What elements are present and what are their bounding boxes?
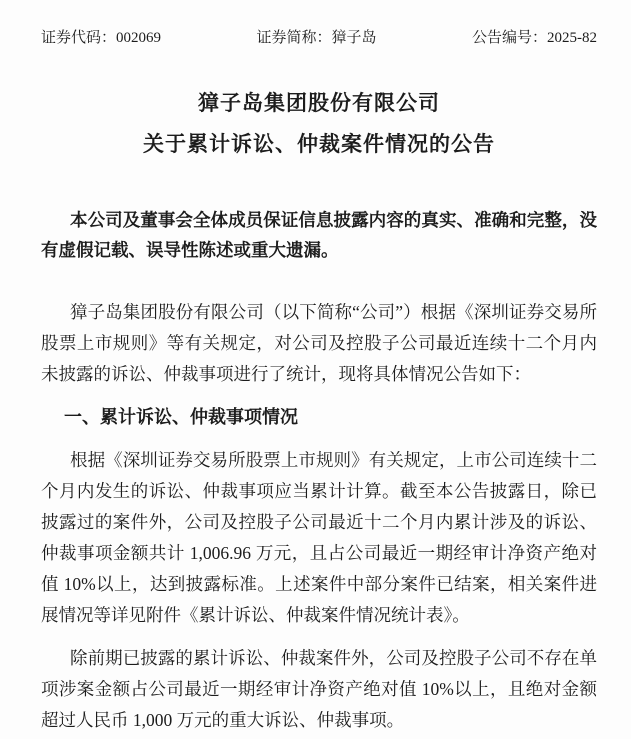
- announcement-subject-title: 关于累计诉讼、仲裁案件情况的公告: [143, 133, 495, 156]
- section-1-heading: 一、累计诉讼、仲裁事项情况: [64, 407, 298, 427]
- stock-short-name: 证券简称：獐子岛: [256, 30, 377, 46]
- accumulated-cases-paragraph: 根据《深圳证券交易所股票上市规则》有关规定，上市公司连续十二个月内发生的诉讼、仲裁事项应当累计计算。截至本公告披露日，除已披露过的案件外，公司及控股子公司最近十二个月内累计涉及的诉讼、仲裁事项金额共计 1,006.96 万元，且占公司最近一期经审计净资产绝对值 10%以上，达到披露标准。上述案件中部分案件已结案，相关案件进展情况等详见附件《累计诉讼、仲裁案件情况统计表》。: [41, 450, 597, 625]
- disclaimer-statement: 本公司及董事会全体成员保证信息披露内容的真实、准确和完整，没有虚假记载、误导性陈述或重大遗漏。: [41, 210, 597, 260]
- announcement-number: 公告编号：2025-82: [472, 30, 597, 46]
- intro-paragraph: 獐子岛集团股份有限公司（以下简称“公司”）根据《深圳证券交易所股票上市规则》等有关规定，对公司及控股子公司最近连续十二个月内未披露的诉讼、仲裁事项进行了统计，现将具体情况公告如下：: [41, 302, 597, 384]
- document-header: [41, 28, 597, 48]
- company-name-title: 獐子岛集团股份有限公司: [198, 92, 440, 115]
- stock-code: 证券代码：002069: [41, 30, 162, 46]
- closing-paragraph: 除前期已披露的累计诉讼、仲裁案件外，公司及控股子公司不存在单项涉案金额占公司最近一期经审计净资产绝对值 10%以上，且绝对金额超过人民币 1,000 万元的重大诉讼、仲裁事项。: [41, 648, 597, 730]
